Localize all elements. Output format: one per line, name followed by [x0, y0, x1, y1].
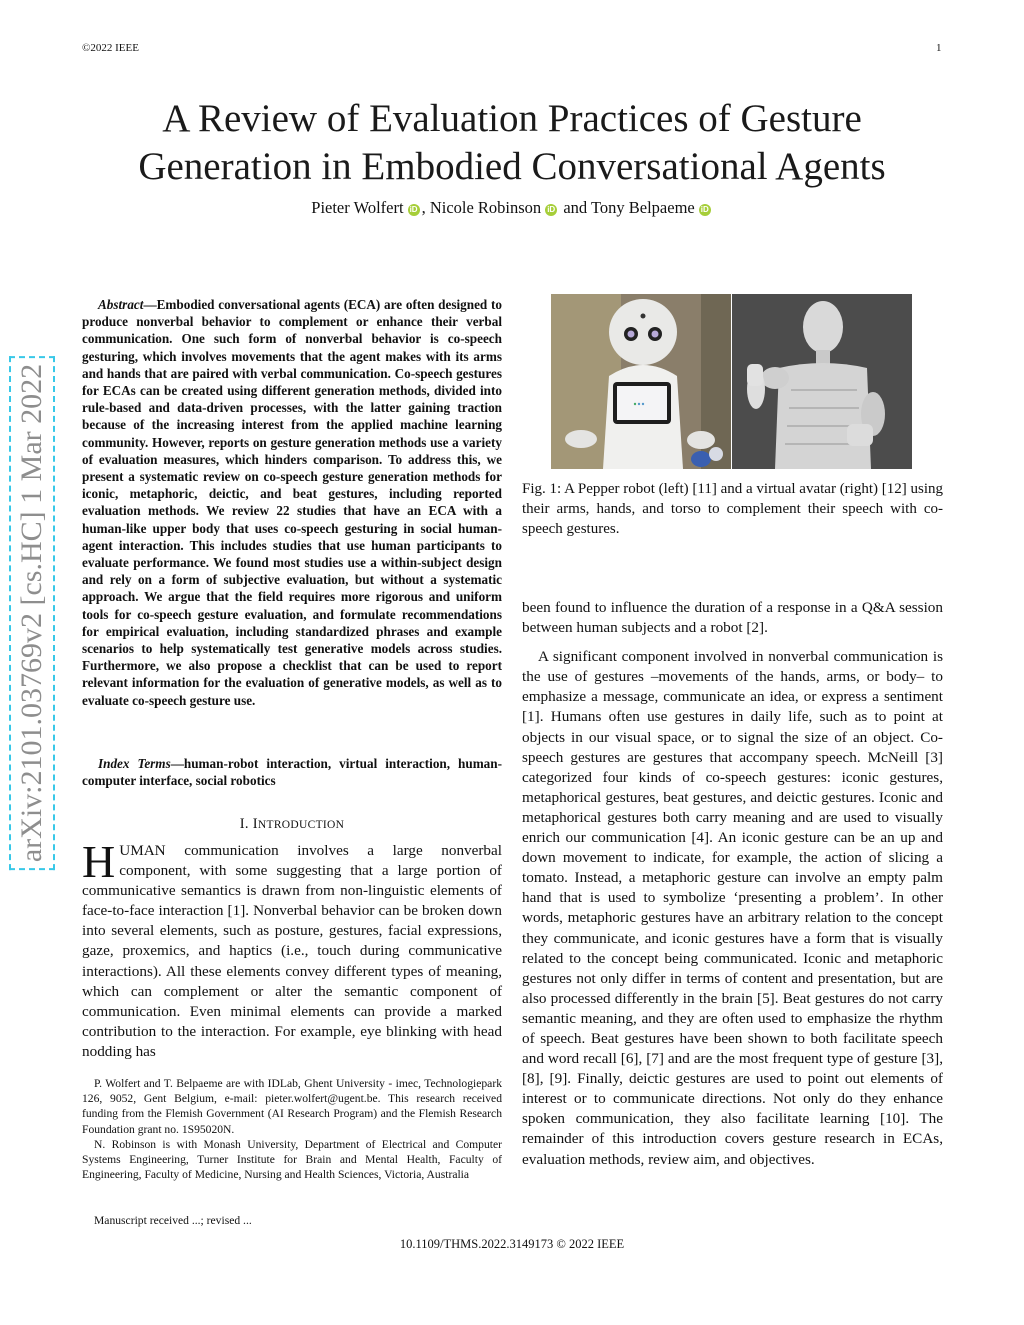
paper-title	[60, 95, 964, 191]
arxiv-id-link[interactable]: arXiv:2101.03769v2 [cs.HC] 1 Mar 2022	[9, 356, 55, 870]
section-heading	[82, 816, 502, 833]
footnote-affiliation-2: N. Robinson is with Monash University, Department of Electrical and Computer Systems Engineering, Turner Institute for Brain and Mental Health, Faculty of Engineering, Faculty of Medicine, Nursing and Health Sciences, Victoria, Australia	[82, 1137, 502, 1182]
author-name: , Nicole Robinson	[421, 198, 542, 217]
intro-paragraph	[82, 836, 502, 1062]
index-terms-label: Index Terms	[98, 756, 171, 771]
paragraph: A significant component involved in nonverbal communication is the use of gestures –movements of the hands, arms, or body– to emphasize a message, communicate an idea, or express a sentiment [1]. Humans often use gestures in daily life, such as to point at objects in our visual space, or to signal the size of an object. Co-speech gestures are gestures that accompany speech. McNeill [3] categorized four kinds of co-speech gestures: iconic gestures, metaphorical gestures, beat gestures, and deictic gestures. Iconic and metaphorical gestures both carry meaning and are used to visually enrich our communication [4]. An iconic gesture can be an up and down movement to indicate, for example, the action of slicing a tomato. Instead, a metaphoric gesture can involve an empty palm hand that is used to symbolize ‘presenting a problem’. In other words, metaphoric gestures have an arbitrary relation to the concept they communicate, and iconic gestures have a form that is visually related to the concept being communicated. Iconic and metaphoric gestures not only differ in terms of content and presentation, but are also processed differently in the brain [5]. Beat gestures do not carry semantic meaning, and they are often used to emphasize the rhythm of speech. Beat gestures have been shown to both facilitate speech and word recall [6], [7] and are the most frequent type of gesture [3], [8], [9]. Finally, deictic gestures are used to point out elements of interest or to communicate directions. Not only do they enhance spoken communication, they also facilitate learning [10]. The remainder of this introduction covers gesture research in ECAs, evaluation methods, review aim, and objectives.	[522, 648, 943, 1168]
abstract-label: Abstract	[98, 297, 144, 312]
drop-cap: H	[82, 836, 116, 887]
page-number: 1	[936, 42, 942, 54]
pepper-robot-photo	[551, 294, 731, 469]
index-terms	[82, 755, 502, 789]
footnotes	[82, 1076, 502, 1182]
figure-caption: Fig. 1: A Pepper robot (left) [11] and a virtual avatar (right) [12] using their arms, hands, and torso to complement their speech with co-speech gestures.	[522, 481, 944, 537]
right-column-text	[522, 598, 943, 1170]
orcid-icon[interactable]: iD	[547, 205, 556, 214]
doi-footer: 10.1109/THMS.2022.3149173 © 2022 IEEE	[399, 1237, 625, 1251]
author-name: Pieter Wolfert	[311, 198, 404, 217]
section-number: I.	[239, 816, 249, 832]
author-list	[60, 198, 964, 218]
virtual-avatar-render	[732, 294, 912, 469]
paragraph: been found to influence the duration of a response in a Q&A session between human subjects and a robot [2].	[522, 599, 943, 637]
manuscript-note: Manuscript received ...; revised ...	[94, 1214, 252, 1227]
orcid-icon[interactable]: iD	[409, 205, 418, 214]
author-name: and Tony Belpaeme	[559, 198, 695, 217]
section-title-first: I	[252, 816, 258, 832]
abstract	[82, 296, 502, 709]
section-title-rest: NTRODUCTION	[257, 819, 345, 831]
figure-1	[551, 294, 912, 469]
copyright-header: ©2022 IEEE	[82, 42, 139, 54]
intro-text: UMAN communication involves a large nonverbal component, with some suggesting that a large portion of communicative semantics is drawn from non-linguistic elements of face-to-face interaction [1]. Nonverbal behavior can be broken down into several elements, such as posture, gestures, facial expressions, gaze, proxemics, and haptics (i.e., touch during communicative interactions). All these elements convey different types of meaning, which can complement or alter the semantic component of communication. Even minimal elements can provide a marked contribution to the interaction. For example, eye blinking with head nodding has	[82, 842, 502, 1060]
title-line-2: Generation in Embodied Conversational Agents	[138, 145, 886, 188]
arxiv-stamp	[0, 318, 64, 908]
orcid-icon[interactable]: iD	[700, 205, 709, 214]
title-line-1: A Review of Evaluation Practices of Gesture	[162, 97, 862, 140]
figure-image	[551, 294, 912, 469]
footnote-affiliation-1: P. Wolfert and T. Belpaeme are with IDLab, Ghent University - imec, Technologiepark 126, 9052, Gent Belgium, e-mail: pieter.wolfert@ugent.be. This research received funding from the Flemish Government (AI Research Program) and the Flemish Research Foundation grant no. 1S95020N.	[82, 1077, 502, 1136]
index-terms-text: —human-robot interaction, virtual interaction, human-computer interface, social robotics	[82, 756, 502, 789]
abstract-text: —Embodied conversational agents (ECA) are often designed to produce nonverbal behavior to complement or enhance their verbal communication. One such form of nonverbal behavior is co-speech gesturing, which involves movements that the agent makes with its arms and hands that are paired with verbal communication. Co-speech gestures for ECAs can be created using different generation methods, divided into rule-based and data-driven processes, with the latter gaining traction because of the increasing interest from the applied machine learning community. However, reports on gesture generation methods use a variety of evaluation measures, which hinders comparison. To address this, we present a systematic review on co-speech gesture generation methods for iconic, metaphoric, deictic, and beat gestures, including reported evaluation methods. We review 22 studies that have an ECA with a human-like upper body that uses co-speech gesturing in social human-agent interaction. This includes studies that use human participants to evaluate performance. We found most studies use a within-subject design and rely on a form of subjective evaluation, but without a systematic approach. We argue that the field requires more rigorous and uniform tools for co-speech gesture evaluation, and formulate recommendations for empirical evaluation, including standardized phrases and example scenarios to help systematically test generative models across studies. Furthermore, we also propose a checklist that can be used to report relevant information for the evaluation of generative models, as well as to evaluate co-speech gesture use.	[82, 297, 502, 708]
